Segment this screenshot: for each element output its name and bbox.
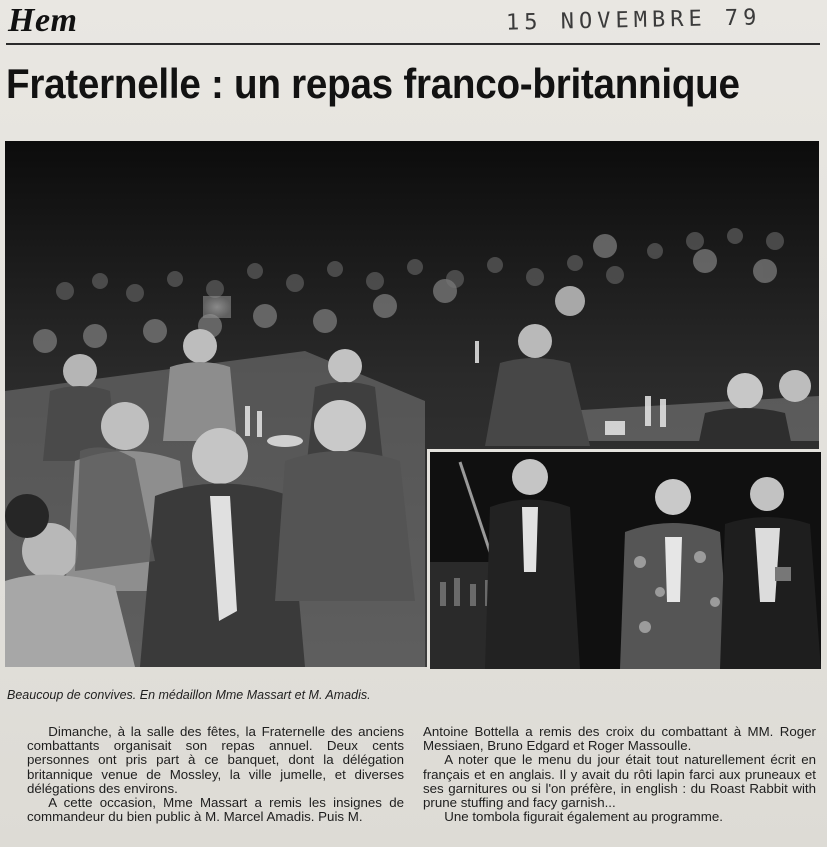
article-column-left bbox=[27, 725, 404, 824]
header-rule bbox=[6, 43, 820, 45]
medallion-photo-image bbox=[430, 452, 821, 669]
handwritten-date: 15 NOVEMBRE 79 bbox=[505, 5, 762, 36]
photo-caption: Beaucoup de convives. En médaillon Mme Massart et M. Amadis. bbox=[7, 688, 371, 702]
article-paragraph: A cette occasion, Mme Massart a remis les insignes de commandeur du bien public à M. Marcel Amadis. Puis M. bbox=[27, 795, 404, 825]
article-paragraph: A noter que le menu du jour était tout naturellement écrit en français et en anglais. Il y avait du rôti lapin farci aux pruneaux et ses garnitures ou si l'on préfère, in english : du Roast Rabbit with prune stuffing and facy garnish... bbox=[423, 752, 816, 811]
section-label: Hem bbox=[8, 2, 78, 39]
article-paragraph: Dimanche, à la salle des fêtes, la Fraternelle des anciens combattants organisait son repas annuel. Deux cents personnes ont pris part à ce banquet, dont la délégation britannique venue de Mossley, la ville jumelle, et diverses délégations des environs. bbox=[27, 724, 404, 796]
article-paragraph: Antoine Bottella a remis des croix du combattant à MM. Roger Messiaen, Bruno Edgard et Roger Massoulle. bbox=[423, 724, 816, 754]
headline: Fraternelle : un repas franco-britannique bbox=[6, 60, 740, 107]
article-paragraph: Une tombola figurait également au programme. bbox=[444, 809, 723, 825]
medallion-photo bbox=[427, 449, 821, 669]
article-column-right bbox=[423, 725, 816, 824]
